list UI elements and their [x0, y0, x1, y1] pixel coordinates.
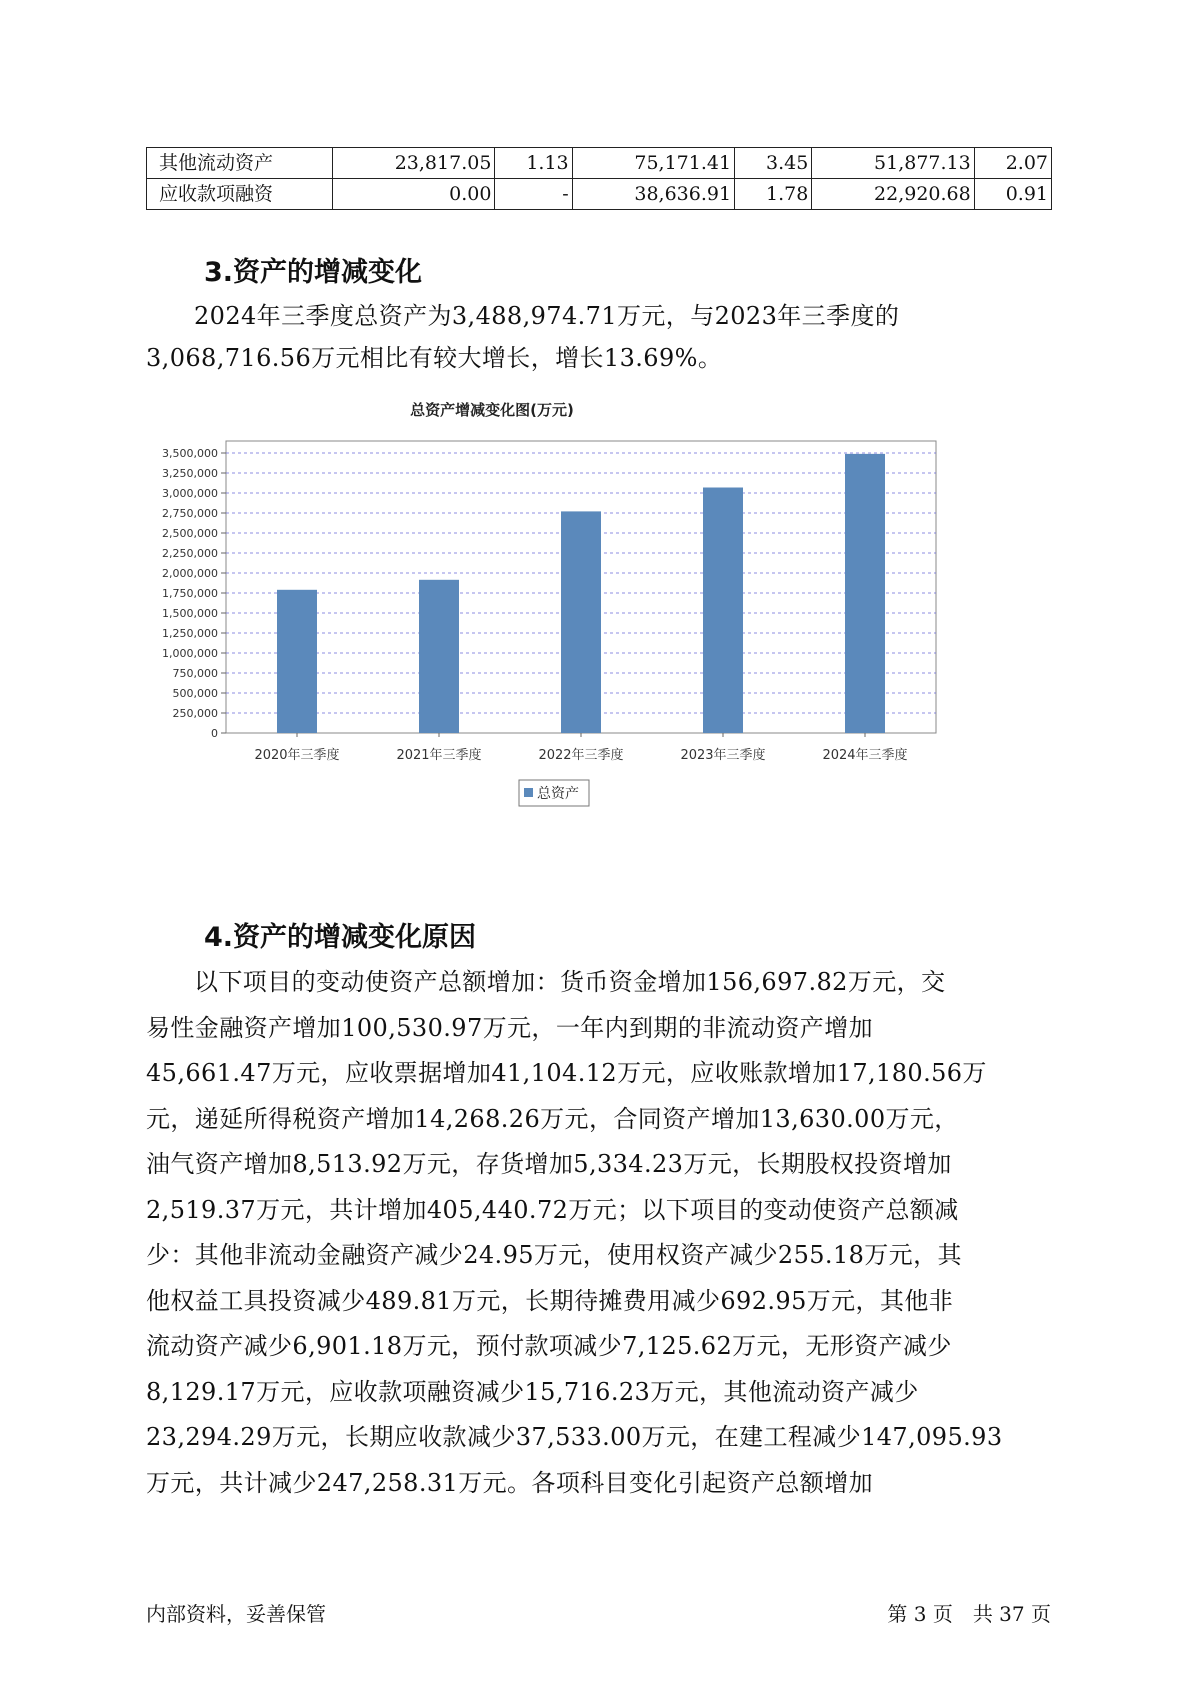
table-row — [147, 179, 1052, 210]
paragraph-line: 元，递延所得税资产增加14,268.26万元，合同资产增加13,630.00万元， — [146, 1104, 959, 1133]
y-tick-label: 500,000 — [172, 687, 218, 700]
paragraph-line: 油气资产增加8,513.92万元，存货增加5,334.23万元，长期股权投资增加 — [146, 1150, 952, 1178]
x-tick-label: 2023年三季度 — [680, 748, 766, 763]
y-tick-label: 2,250,000 — [162, 547, 218, 560]
paragraph-line: 万元，共计减少247,258.31万元。各项科目变化引起资产总额增加 — [146, 1468, 874, 1497]
y-tick-label: 1,250,000 — [162, 627, 218, 640]
section-4-heading: 4.资产的增减变化原因 — [204, 922, 477, 953]
paragraph-line: 8,129.17万元，应收款项融资减少15,716.23万元，其他流动资产减少 — [146, 1377, 919, 1406]
table-cell: 51,877.13 — [812, 148, 974, 179]
table-row — [147, 148, 1052, 179]
paragraph-line: 3,068,716.56万元相比有较大增长，增长13.69%。 — [146, 344, 723, 372]
row-label: 其他流动资产 — [147, 148, 333, 179]
y-tick-label: 750,000 — [172, 667, 218, 680]
section-3-heading: 3.资产的增减变化 — [204, 257, 423, 288]
paragraph-line: 以下项目的变动使资产总额增加：货币资金增加156,697.82万元，交 — [194, 968, 946, 996]
paragraph-line: 他权益工具投资减少489.81万元，长期待摊费用减少692.95万元，其他非 — [146, 1286, 954, 1315]
y-tick-label: 2,750,000 — [162, 507, 218, 520]
y-tick-label: 0 — [211, 727, 218, 740]
y-tick-label: 2,000,000 — [162, 567, 218, 580]
paragraph-line: 2,519.37万元，共计增加405,440.72万元；以下项目的变动使资产总额减 — [146, 1195, 959, 1224]
footer-page-number: 第 3 页 共 37 页 — [887, 1602, 1051, 1626]
section-4-paragraph — [146, 960, 1052, 1506]
section-3-paragraph — [146, 295, 1052, 379]
asset-table — [146, 147, 1052, 210]
table-cell: 75,171.41 — [572, 148, 734, 179]
table-cell: 0.00 — [333, 179, 495, 210]
table-cell: 38,636.91 — [572, 179, 734, 210]
bar — [277, 590, 317, 733]
table-cell: 3.45 — [735, 148, 812, 179]
table-cell: 0.91 — [974, 179, 1051, 210]
bar — [419, 580, 459, 733]
y-tick-label: 1,500,000 — [162, 607, 218, 620]
table-cell: 23,817.05 — [333, 148, 495, 179]
y-tick-label: 250,000 — [172, 707, 218, 720]
paragraph-line: 流动资产减少6,901.18万元，预付款项减少7,125.62万元，无形资产减少 — [146, 1332, 952, 1360]
table-cell: - — [495, 179, 572, 210]
paragraph-line: 2024年三季度总资产为3,488,974.71万元，与2023年三季度的 — [194, 302, 900, 330]
paragraph-line: 45,661.47万元，应收票据增加41,104.12万元，应收账款增加17,180.56万 — [146, 1059, 987, 1087]
chart-title: 总资产增减变化图(万元) — [410, 401, 574, 419]
bar — [561, 511, 601, 733]
footer-confidential: 内部资料，妥善保管 — [146, 1602, 326, 1626]
y-tick-label: 3,250,000 — [162, 467, 218, 480]
paragraph-line: 23,294.29万元，长期应收款减少37,533.00万元，在建工程减少147,095.93 — [146, 1423, 1003, 1451]
x-tick-label: 2024年三季度 — [822, 748, 908, 763]
row-label: 应收款项融资 — [147, 179, 333, 210]
table-cell: 1.13 — [495, 148, 572, 179]
legend-swatch — [524, 788, 533, 797]
table-cell: 1.78 — [735, 179, 812, 210]
paragraph-line: 少：其他非流动金融资产减少24.95万元，使用权资产减少255.18万元，其 — [146, 1241, 962, 1269]
legend-label: 总资产 — [537, 786, 579, 802]
x-tick-label: 2021年三季度 — [396, 748, 482, 763]
paragraph-line: 易性金融资产增加100,530.97万元，一年内到期的非流动资产增加 — [146, 1013, 874, 1042]
x-tick-label: 2022年三季度 — [538, 748, 624, 763]
y-tick-label: 3,000,000 — [162, 487, 218, 500]
y-tick-label: 3,500,000 — [162, 447, 218, 460]
table-cell: 2.07 — [974, 148, 1051, 179]
y-tick-label: 1,000,000 — [162, 647, 218, 660]
bar — [703, 488, 743, 733]
x-tick-label: 2020年三季度 — [254, 748, 340, 763]
table-cell: 22,920.68 — [812, 179, 974, 210]
bar — [845, 454, 885, 733]
y-tick-label: 2,500,000 — [162, 527, 218, 540]
y-tick-label: 1,750,000 — [162, 587, 218, 600]
total-assets-bar-chart — [160, 401, 1030, 885]
